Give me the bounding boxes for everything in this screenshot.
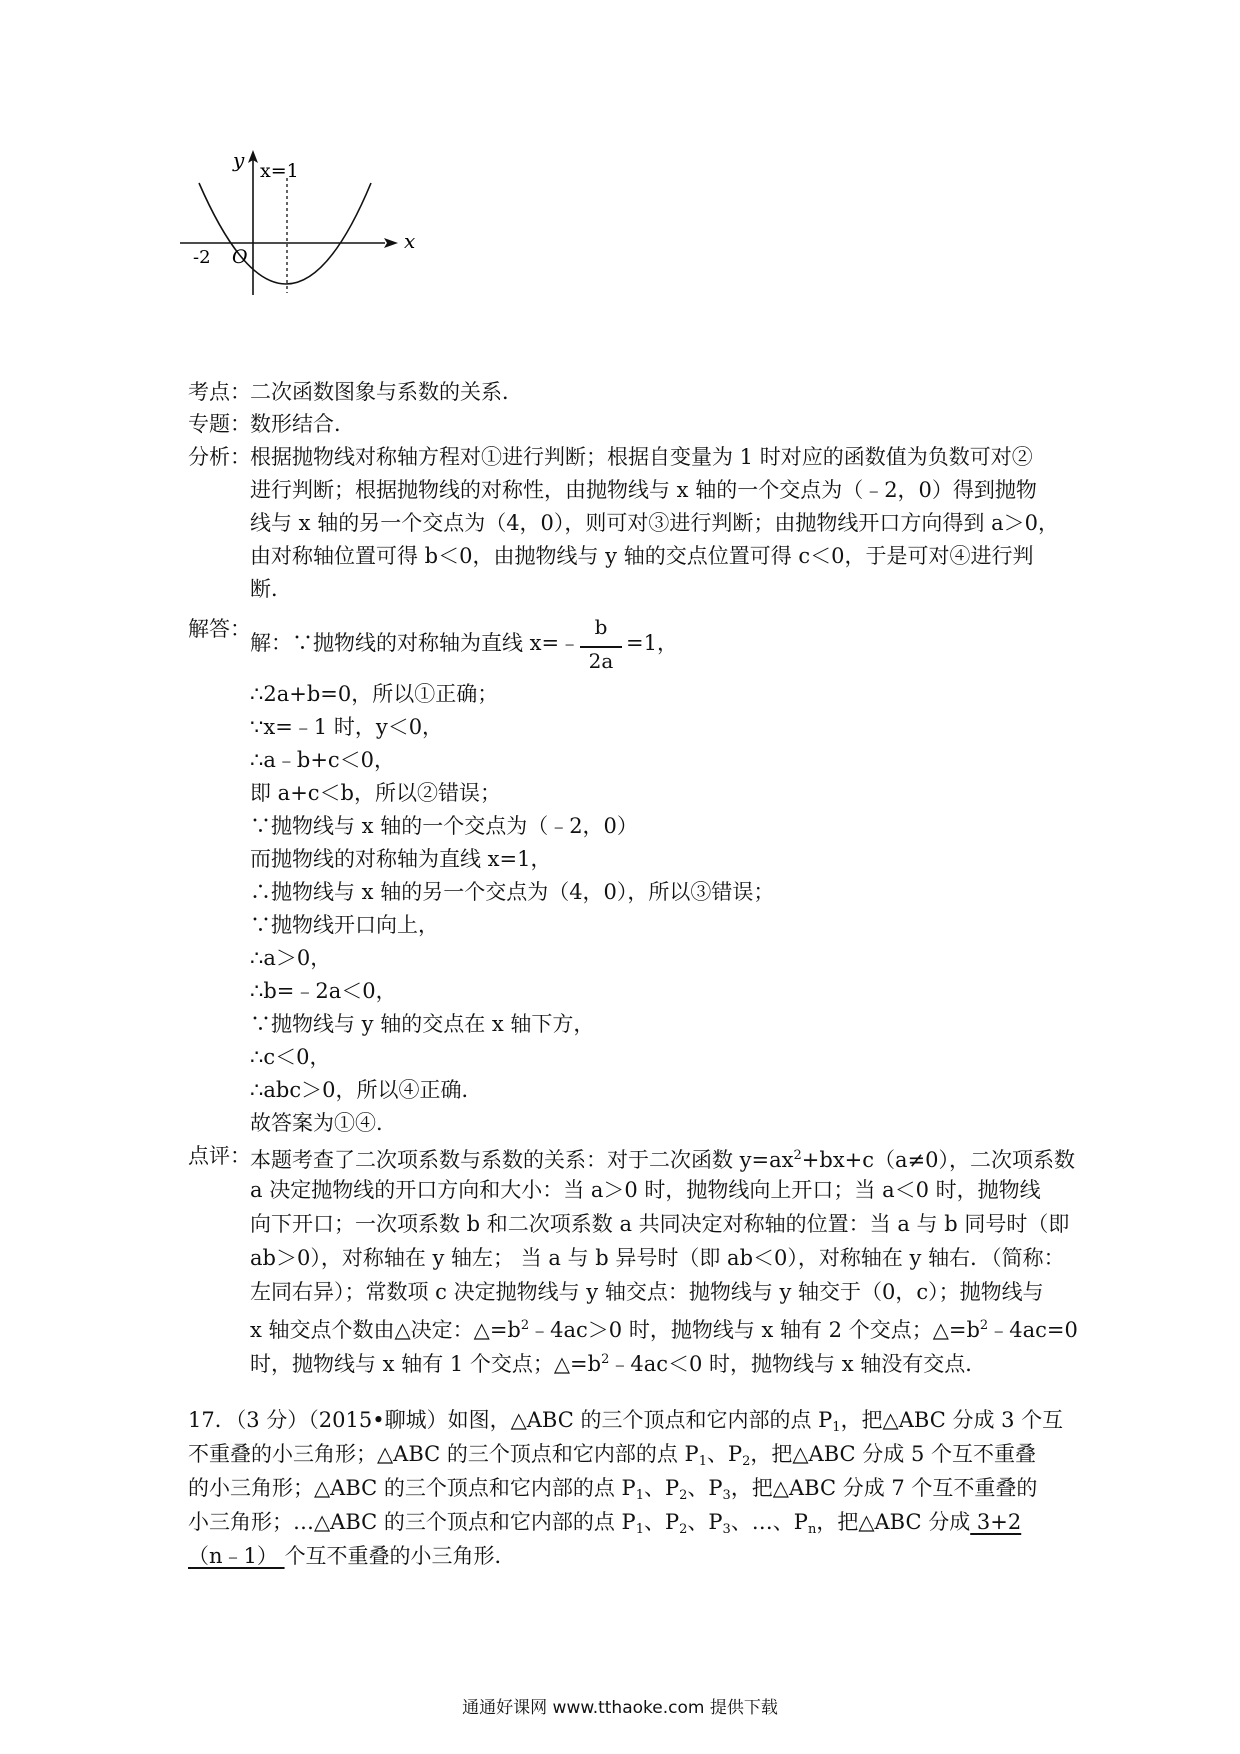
q17-line: 17．（3 分）（2015•聊城）如图，△ABC 的三个顶点和它内部的点 $P_1$，把△ABC 分成 3 个互 bbox=[188, 1408, 1064, 1435]
x-axis-arrow bbox=[384, 238, 398, 248]
fenxi-line: 根据抛物线对称轴方程对①进行判断；根据自变量为 1 时对应的函数值为负数可对② bbox=[250, 445, 1033, 469]
jieda-line: 故答案为①④． bbox=[250, 1111, 397, 1135]
fraction-b-over-2a bbox=[578, 615, 624, 675]
jieda-line: ∵x=﹣1 时，y＜0， bbox=[250, 715, 444, 739]
q17-line: 小三角形；…△ABC 的三个顶点和它内部的点 $P_1$、$P_2$、$P_3$、…、$P_n$，把△ABC 分成 3+2 bbox=[188, 1510, 1022, 1537]
jieda-first-line: 解：∵抛物线的对称轴为直线 x=﹣ bbox=[250, 631, 581, 655]
neg-two-label: -2 bbox=[193, 247, 211, 268]
jieda-line: ∵抛物线与 y 轴的交点在 x 轴下方， bbox=[250, 1012, 595, 1036]
fenxi-line: 进行判断；根据抛物线的对称性，由抛物线与 x 轴的一个交点为（﹣2，0）得到抛物 bbox=[250, 478, 1037, 502]
fenxi-label: 分析： bbox=[188, 445, 251, 469]
jieda-line: ∴a＞0， bbox=[250, 946, 332, 970]
symmetry-axis-label: x=1 bbox=[260, 160, 299, 182]
parabola-curve bbox=[199, 183, 371, 284]
dianping-line: 时，抛物线与 x 轴有 1 个交点；$\triangle=b^2﹣4ac<0$ 时，抛物线与 x 轴没有交点． bbox=[250, 1352, 987, 1376]
fenxi-line: 断． bbox=[250, 577, 292, 601]
fraction-bar bbox=[580, 646, 622, 648]
jieda-first-tail: =1， bbox=[626, 631, 678, 655]
jieda-line: ∴abc＞0，所以④正确． bbox=[250, 1078, 483, 1102]
dianping-label: 点评： bbox=[188, 1144, 251, 1168]
jieda-line: ∴c＜0， bbox=[250, 1045, 331, 1069]
y-axis-label: y bbox=[233, 150, 245, 172]
jieda-line: 而抛物线的对称轴为直线 x=1， bbox=[250, 847, 552, 871]
zhuanti-text: 数形结合． bbox=[250, 412, 355, 436]
q17-line: 的小三角形；△ABC 的三个顶点和它内部的点 $P_1$、$P_2$、$P_3$，把△ABC 分成 7 个互不重叠的 bbox=[188, 1476, 1038, 1503]
parabola-figure bbox=[180, 150, 480, 340]
dianping-line: ab＞0），对称轴在 y 轴左； 当 a 与 b 异号时（即 ab＜0），对称轴在 y 轴右．（简称： bbox=[250, 1246, 1065, 1270]
fenxi-line: 由对称轴位置可得 b＜0，由抛物线与 y 轴的交点位置可得 c＜0，于是可对④进行判 bbox=[250, 544, 1034, 568]
q17-line: （n﹣1） 个互不重叠的小三角形． bbox=[188, 1544, 516, 1568]
kaodian-text: 二次函数图象与系数的关系． bbox=[250, 380, 523, 404]
dianping-line: 左同右异）；常数项 c 决定抛物线与 y 轴交点：抛物线与 y 轴交于（0，c）；抛物线与 bbox=[250, 1280, 1044, 1304]
kaodian-label: 考点： bbox=[188, 380, 251, 404]
jieda-label: 解答： bbox=[188, 617, 251, 641]
fraction-numerator: b bbox=[594, 615, 608, 639]
q17-answer-part1: 3+2 bbox=[970, 1510, 1022, 1534]
dianping-line: x 轴交点个数由△决定：$\triangle=b^2﹣4ac>0$ 时，抛物线与 x 轴有 2 个交点；$\triangle=b^2﹣4ac=0$ bbox=[250, 1318, 1078, 1342]
x-axis-label: x bbox=[404, 229, 416, 253]
dianping-line: a 决定抛物线的开口方向和大小：当 a＞0 时，抛物线向上开口；当 a＜0 时，抛物线 bbox=[250, 1178, 1041, 1202]
q17-line: 不重叠的小三角形；△ABC 的三个顶点和它内部的点 $P_1$、$P_2$，把△ABC 分成 5 个互不重叠 bbox=[188, 1442, 1036, 1469]
jieda-line: 即 a+c＜b，所以②错误； bbox=[250, 781, 501, 805]
fenxi-line: 线与 x 轴的另一个交点为（4，0），则可对③进行判断；由抛物线开口方向得到 a＞0， bbox=[250, 511, 1059, 535]
jieda-line: ∵抛物线与 x 轴的一个交点为（﹣2，0） bbox=[250, 814, 638, 838]
jieda-line: ∴抛物线与 x 轴的另一个交点为（4，0），所以③错误； bbox=[250, 880, 775, 904]
dianping-line: 本题考查了二次项系数与系数的关系：对于二次函数 $y=ax^2+bx+c(a\ne 0)$，二次项系数 bbox=[250, 1148, 1075, 1172]
q17-answer-part2: （n﹣1） bbox=[188, 1544, 285, 1568]
footer-text: 通通好课网 www.tthaoke.com 提供下载 bbox=[462, 1698, 778, 1718]
zhuanti-label: 专题： bbox=[188, 412, 251, 436]
jieda-line: ∴b=﹣2a＜0， bbox=[250, 979, 397, 1003]
jieda-line: ∵抛物线开口向上， bbox=[250, 913, 439, 937]
jieda-line: ∴2a+b=0，所以①正确； bbox=[250, 682, 499, 706]
origin-label: O bbox=[232, 246, 248, 268]
fraction-denominator: 2a bbox=[588, 649, 614, 673]
jieda-line: ∴a﹣b+c＜0， bbox=[250, 748, 396, 772]
dianping-line: 向下开口；一次项系数 b 和二次项系数 a 共同决定对称轴的位置：当 a 与 b 同号时（即 bbox=[250, 1212, 1070, 1236]
